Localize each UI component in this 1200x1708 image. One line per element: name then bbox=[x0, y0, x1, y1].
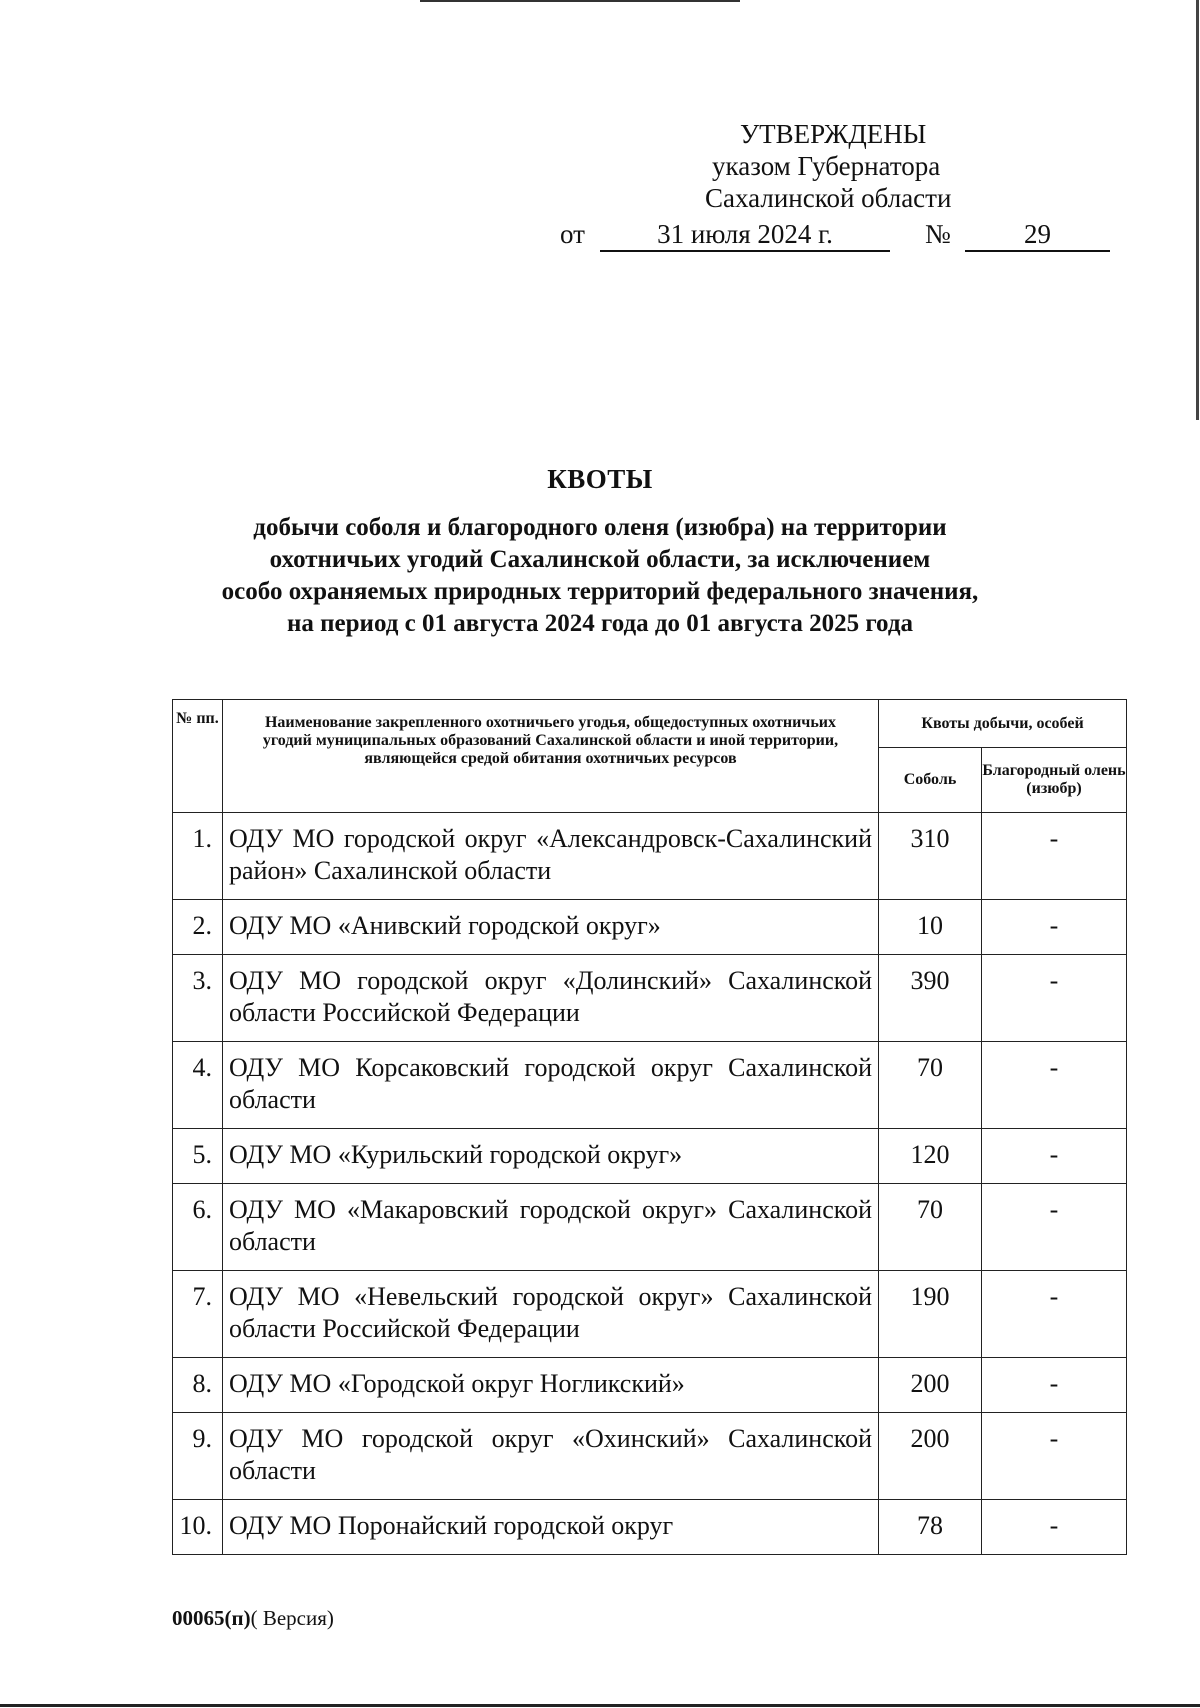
row-deer: - bbox=[982, 1413, 1127, 1500]
decree-number: 29 bbox=[965, 218, 1110, 252]
row-name: ОДУ МО «Городской округ Ногликский» bbox=[223, 1358, 879, 1413]
row-sable: 200 bbox=[879, 1413, 982, 1500]
row-sable: 10 bbox=[879, 900, 982, 955]
subtitle-line: на период с 01 августа 2024 года до 01 августа 2025 года bbox=[287, 610, 913, 637]
document-footer bbox=[172, 1606, 334, 1631]
approval-region: Сахалинской области bbox=[705, 183, 952, 213]
header-deer: Благородный олень (изюбр) bbox=[982, 748, 1127, 813]
row-deer: - bbox=[982, 1271, 1127, 1358]
header-name: Наименование закрепленного охотничьего угодья, общедоступных охотничьих угодий муниципальных образований Сахалинской области и иной территории, являющейся средой обитания охотничьих ресурсов bbox=[223, 700, 879, 813]
table-row bbox=[173, 813, 1127, 900]
row-num: 4. bbox=[173, 1042, 223, 1129]
row-sable: 78 bbox=[879, 1500, 982, 1555]
row-name: ОДУ МО городской округ «Долинский» Сахалинской области Российской Федерации bbox=[223, 955, 879, 1042]
row-name: ОДУ МО «Анивский городской округ» bbox=[223, 900, 879, 955]
scan-edge-top bbox=[420, 0, 740, 2]
row-sable: 190 bbox=[879, 1271, 982, 1358]
table-row bbox=[173, 1184, 1127, 1271]
table-row bbox=[173, 1500, 1127, 1555]
table-row bbox=[173, 1271, 1127, 1358]
row-sable: 70 bbox=[879, 1042, 982, 1129]
decree-date: 31 июля 2024 г. bbox=[600, 218, 890, 252]
row-name: ОДУ МО городской округ «Александровск-Сахалинский район» Сахалинской области bbox=[223, 813, 879, 900]
row-num: 6. bbox=[173, 1184, 223, 1271]
row-sable: 120 bbox=[879, 1129, 982, 1184]
row-sable: 310 bbox=[879, 813, 982, 900]
subtitle-line: добычи соболя и благородного оленя (изюбра) на территории bbox=[253, 514, 947, 541]
row-num: 3. bbox=[173, 955, 223, 1042]
number-sign: № bbox=[925, 219, 951, 249]
scan-edge-bottom bbox=[0, 1704, 1200, 1707]
subtitle-line: особо охраняемых природных территорий федерального значения, bbox=[221, 578, 979, 605]
row-deer: - bbox=[982, 900, 1127, 955]
row-num: 10. bbox=[173, 1500, 223, 1555]
row-num: 1. bbox=[173, 813, 223, 900]
header-quotas-group: Квоты добычи, особей bbox=[879, 700, 1127, 748]
quotas-table bbox=[172, 699, 1127, 1555]
document-version: ( Версия) bbox=[250, 1606, 334, 1630]
header-num: № пп. bbox=[173, 700, 223, 813]
table-row bbox=[173, 1129, 1127, 1184]
row-name: ОДУ МО «Курильский городской округ» bbox=[223, 1129, 879, 1184]
row-num: 8. bbox=[173, 1358, 223, 1413]
row-deer: - bbox=[982, 1358, 1127, 1413]
header-sable: Соболь bbox=[879, 748, 982, 813]
table-row bbox=[173, 955, 1127, 1042]
approval-decree: указом Губернатора bbox=[712, 151, 941, 181]
row-deer: - bbox=[982, 1184, 1127, 1271]
row-sable: 390 bbox=[879, 955, 982, 1042]
document-title: КВОТЫ bbox=[547, 464, 653, 494]
row-deer: - bbox=[982, 813, 1127, 900]
subtitle-line: охотничьих угодий Сахалинской области, за исключением bbox=[269, 546, 931, 573]
table-row bbox=[173, 1413, 1127, 1500]
table-row bbox=[173, 1358, 1127, 1413]
row-num: 2. bbox=[173, 900, 223, 955]
row-deer: - bbox=[982, 1500, 1127, 1555]
document-subtitle bbox=[150, 512, 1050, 640]
row-name: ОДУ МО Поронайский городской округ bbox=[223, 1500, 879, 1555]
row-sable: 70 bbox=[879, 1184, 982, 1271]
approval-date-number bbox=[560, 218, 1120, 252]
table-row bbox=[173, 900, 1127, 955]
row-name: ОДУ МО Корсаковский городской округ Сахалинской области bbox=[223, 1042, 879, 1129]
approval-heading: УТВЕРЖДЕНЫ bbox=[740, 119, 927, 149]
row-name: ОДУ МО «Макаровский городской округ» Сахалинской области bbox=[223, 1184, 879, 1271]
row-sable: 200 bbox=[879, 1358, 982, 1413]
row-name: ОДУ МО городской округ «Охинский» Сахалинской области bbox=[223, 1413, 879, 1500]
row-num: 5. bbox=[173, 1129, 223, 1184]
document-code: 00065(п) bbox=[172, 1606, 251, 1630]
date-prefix: от bbox=[560, 219, 585, 249]
table-row bbox=[173, 1042, 1127, 1129]
row-deer: - bbox=[982, 1042, 1127, 1129]
row-num: 7. bbox=[173, 1271, 223, 1358]
row-name: ОДУ МО «Невельский городской округ» Сахалинской области Российской Федерации bbox=[223, 1271, 879, 1358]
row-num: 9. bbox=[173, 1413, 223, 1500]
row-deer: - bbox=[982, 955, 1127, 1042]
scan-edge-right bbox=[1196, 0, 1199, 420]
row-deer: - bbox=[982, 1129, 1127, 1184]
